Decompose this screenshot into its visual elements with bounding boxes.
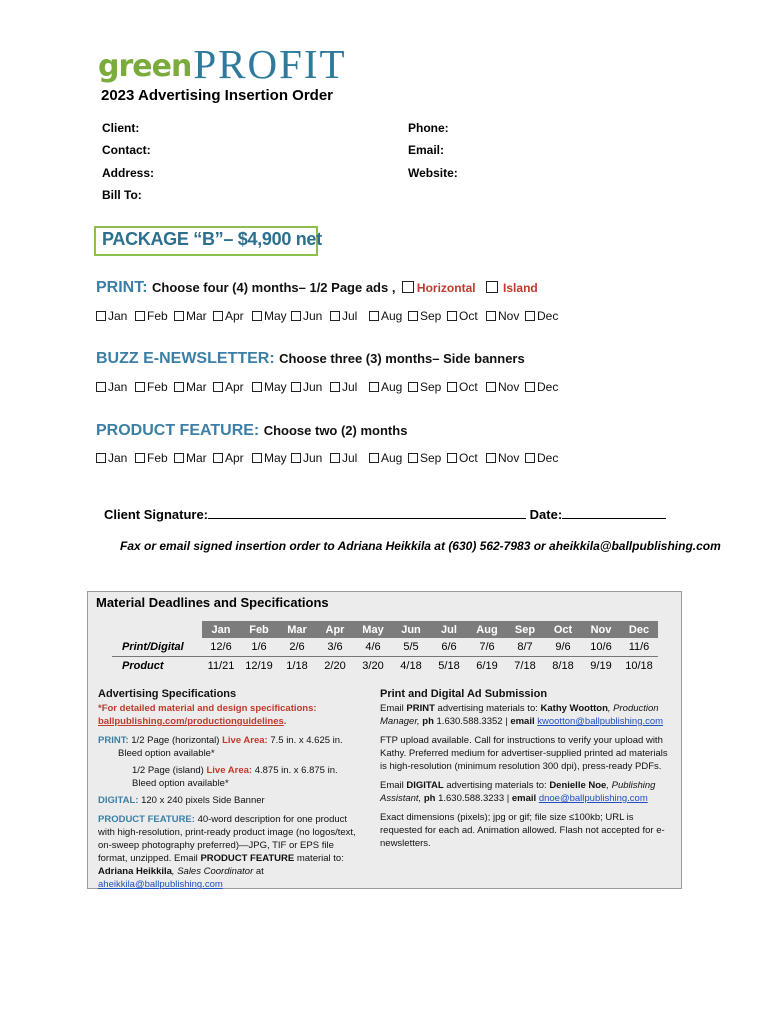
print-month-nov[interactable] <box>486 309 522 323</box>
material-deadlines-title: Material Deadlines and Specifications <box>96 595 329 610</box>
month-checkbox[interactable] <box>96 311 106 321</box>
print-contact-ph: ph <box>422 716 434 727</box>
month-checkbox[interactable] <box>525 311 535 321</box>
signature-row <box>104 506 666 522</box>
month-header-jan: Jan <box>202 621 240 638</box>
month-label: Feb <box>147 451 168 465</box>
month-label: Aug <box>381 309 403 323</box>
deadline-cell: 9/6 <box>544 638 582 657</box>
print-section-header <box>96 279 538 297</box>
print-submission-bold: PRINT <box>406 703 435 714</box>
product-feature-spec-label: PRODUCT FEATURE: <box>98 814 195 825</box>
product-section-header <box>96 422 407 440</box>
deadline-cell: 12/19 <box>245 660 273 672</box>
detail-specs-note <box>98 702 366 728</box>
month-checkbox[interactable] <box>486 453 496 463</box>
month-checkbox[interactable] <box>525 453 535 463</box>
month-checkbox[interactable] <box>330 382 340 392</box>
month-header-oct: Oct <box>544 621 582 638</box>
month-checkbox[interactable] <box>408 311 418 321</box>
print-month-may[interactable] <box>252 309 288 323</box>
buzz-month-apr[interactable] <box>213 380 249 394</box>
date-label: Date: <box>529 507 563 522</box>
buzz-months-row <box>96 380 564 394</box>
month-checkbox[interactable] <box>252 311 262 321</box>
month-checkbox[interactable] <box>408 382 418 392</box>
deadline-cell: 3/6 <box>316 638 354 657</box>
product-feature-at: at <box>255 866 264 877</box>
deadline-cell: 4/6 <box>354 638 392 657</box>
product-feature-spec <box>98 813 366 891</box>
digital-submission <box>380 779 676 805</box>
deadline-cell: 5/5 <box>392 638 430 657</box>
product-month-feb[interactable] <box>135 451 171 465</box>
print-contact-phone: 1.630.588.3352 <box>436 716 503 727</box>
month-checkbox[interactable] <box>174 311 184 321</box>
print-month-oct[interactable] <box>447 309 483 323</box>
ad-submission-title: Print and Digital Ad Submission <box>380 688 548 700</box>
print-month-feb[interactable] <box>135 309 171 323</box>
month-checkbox[interactable] <box>135 453 145 463</box>
month-checkbox[interactable] <box>447 311 457 321</box>
table-row <box>112 657 658 675</box>
digital-submission-text: advertising materials to: <box>446 780 547 791</box>
month-checkbox[interactable] <box>486 382 496 392</box>
deadline-cell: 7/18 <box>514 660 536 672</box>
digital-contact-ph: ph <box>423 793 436 804</box>
row-label: Print/Digital <box>112 638 202 657</box>
month-checkbox[interactable] <box>174 453 184 463</box>
month-label: Jan <box>108 380 128 394</box>
product-month-apr[interactable] <box>213 451 249 465</box>
month-label: Sep <box>420 309 442 323</box>
buzz-month-mar[interactable] <box>174 380 210 394</box>
product-month-oct[interactable] <box>447 451 483 465</box>
print-heading: PRINT: <box>96 279 148 296</box>
bill-to-label: Bill To: <box>102 188 142 202</box>
horizontal-checkbox[interactable] <box>402 281 414 293</box>
month-checkbox[interactable] <box>447 382 457 392</box>
month-label: May <box>264 451 287 465</box>
digital-contact-phone: 1.630.588.3233 <box>438 793 505 804</box>
website-label: Website: <box>408 166 458 180</box>
deadlines-header-row <box>112 621 658 638</box>
month-label: Apr <box>225 309 244 323</box>
table-corner <box>112 621 202 638</box>
client-signature-label: Client Signature: <box>104 507 209 522</box>
client-label: Client: <box>102 121 140 135</box>
deadline-cell: 10/18 <box>625 660 653 672</box>
month-checkbox[interactable] <box>525 382 535 392</box>
month-label: Oct <box>459 380 478 394</box>
month-checkbox[interactable] <box>174 382 184 392</box>
print-spec-island-area: 4.875 in. x 6.875 in. <box>254 765 338 776</box>
month-checkbox[interactable] <box>96 453 106 463</box>
print-spec-horizontal-area: 7.5 in. x 4.625 in. <box>270 735 343 746</box>
separator: | <box>505 716 508 727</box>
print-submission-email-word: Email <box>380 703 404 714</box>
month-label: Jan <box>108 309 128 323</box>
table-row <box>112 638 658 657</box>
island-checkbox[interactable] <box>486 281 498 293</box>
product-month-dec[interactable] <box>525 451 561 465</box>
deadline-cell: 11/6 <box>620 638 658 657</box>
print-month-apr[interactable] <box>213 309 249 323</box>
advertising-specifications-title: Advertising Specifications <box>98 688 237 700</box>
month-label: Jun <box>303 309 323 323</box>
product-month-jun[interactable] <box>291 451 327 465</box>
print-month-dec[interactable] <box>525 309 561 323</box>
bleed-option-note: Bleed option available* <box>132 778 229 789</box>
product-month-aug[interactable] <box>369 451 405 465</box>
print-contact-role: , Production Manager, <box>380 703 659 727</box>
month-checkbox[interactable] <box>213 311 223 321</box>
deadline-cell: 2/20 <box>324 660 346 672</box>
print-months-row <box>96 309 564 323</box>
month-label: Nov <box>498 309 520 323</box>
digital-submission-email-word: Email <box>380 780 404 791</box>
month-label: Mar <box>186 309 207 323</box>
month-checkbox[interactable] <box>369 382 379 392</box>
print-month-jun[interactable] <box>291 309 327 323</box>
month-label: Oct <box>459 309 478 323</box>
live-area-label: Live Area: <box>222 735 268 746</box>
logo-green-text: green <box>98 49 192 84</box>
month-label: May <box>264 309 287 323</box>
print-spec-horizontal-size: 1/2 Page (horizontal) <box>131 735 220 746</box>
deadline-cell: 9/19 <box>590 660 612 672</box>
deadline-cell: 6/19 <box>476 660 498 672</box>
print-submission-text: advertising materials to: <box>437 703 538 714</box>
email-label: Email: <box>408 143 445 157</box>
document-title: 2023 Advertising Insertion Order <box>101 87 334 104</box>
month-label: Aug <box>381 451 403 465</box>
month-checkbox[interactable] <box>96 382 106 392</box>
digital-submission-bold: DIGITAL <box>406 780 444 791</box>
month-label: Sep <box>420 451 442 465</box>
buzz-heading: BUZZ E-NEWSLETTER: <box>96 350 275 367</box>
print-submission <box>380 702 676 728</box>
deadline-cell: 12/6 <box>202 638 240 657</box>
print-month-mar[interactable] <box>174 309 210 323</box>
phone-label: Phone: <box>408 121 449 135</box>
horizontal-option-label: Horizontal <box>416 281 476 295</box>
month-header-feb: Feb <box>240 621 278 638</box>
print-month-jan[interactable] <box>96 309 132 323</box>
digital-contact-name: Denielle Noe <box>549 780 607 791</box>
product-feature-contact-name: Adriana Heikkila <box>98 866 172 877</box>
logo-profit-text: PROFIT <box>193 41 347 87</box>
month-label: May <box>264 380 287 394</box>
month-label: Feb <box>147 380 168 394</box>
deadline-cell: 1/6 <box>240 638 278 657</box>
digital-spec-label: DIGITAL: <box>98 795 139 806</box>
month-header-aug: Aug <box>468 621 506 638</box>
product-months-row <box>96 451 564 465</box>
buzz-month-may[interactable] <box>252 380 288 394</box>
date-line[interactable] <box>562 506 666 519</box>
print-spec-island-size: 1/2 Page (island) <box>132 765 204 776</box>
month-label: Jul <box>342 380 358 394</box>
buzz-section-header <box>96 350 525 368</box>
deadline-cell: 8/7 <box>506 638 544 657</box>
address-label: Address: <box>102 166 155 180</box>
month-checkbox[interactable] <box>447 453 457 463</box>
month-label: Nov <box>498 451 520 465</box>
deadline-cell: 1/18 <box>286 660 308 672</box>
month-header-dec: Dec <box>620 621 658 638</box>
product-month-nov[interactable] <box>486 451 522 465</box>
separator: | <box>506 793 510 804</box>
print-month-aug[interactable] <box>369 309 405 323</box>
month-checkbox[interactable] <box>135 382 145 392</box>
deadline-cell: 10/6 <box>582 638 620 657</box>
product-feature-contact-role: , Sales Coordinator <box>171 866 254 877</box>
product-month-jul[interactable] <box>330 451 366 465</box>
buzz-month-jul[interactable] <box>330 380 366 394</box>
kathy-email-link[interactable]: kwootton@ballpublishing.com <box>537 716 664 727</box>
month-label: Jul <box>342 451 358 465</box>
denielle-email-link[interactable]: dnoe@ballpublishing.com <box>538 793 648 804</box>
buzz-month-nov[interactable] <box>486 380 522 394</box>
month-label: Feb <box>147 309 168 323</box>
month-label: Mar <box>186 451 207 465</box>
digital-requirements-note: Exact dimensions (pixels); jpg or gif; file size ≤100kb; URL is requested for each ad. Animation allowed. Flash not accepted for e-newsletters. <box>380 812 665 849</box>
print-contact-email-label: email <box>510 716 535 727</box>
month-label: Nov <box>498 380 520 394</box>
product-heading: PRODUCT FEATURE: <box>96 422 260 439</box>
deadline-cell: 4/18 <box>400 660 422 672</box>
month-label: Jun <box>303 380 323 394</box>
month-checkbox[interactable] <box>213 382 223 392</box>
month-header-sep: Sep <box>506 621 544 638</box>
buzz-month-sep[interactable] <box>408 380 444 394</box>
adriana-email-link[interactable]: aheikkila@ballpublishing.com <box>98 879 223 890</box>
month-header-jul: Jul <box>430 621 468 638</box>
month-label: Jan <box>108 451 128 465</box>
deadlines-table <box>112 621 658 675</box>
month-label: Jul <box>342 309 358 323</box>
production-guidelines-link[interactable]: ballpublishing.com/productionguidelines <box>98 716 284 727</box>
month-label: Sep <box>420 380 442 394</box>
signature-line[interactable] <box>208 506 526 519</box>
month-checkbox[interactable] <box>213 453 223 463</box>
month-checkbox[interactable] <box>330 311 340 321</box>
row-label: Product <box>122 660 164 672</box>
product-subheading: Choose two (2) months <box>263 423 408 438</box>
buzz-month-jun[interactable] <box>291 380 327 394</box>
buzz-subheading: Choose three (3) months– Side banners <box>279 351 525 366</box>
detail-period: . <box>283 716 287 727</box>
print-spec-label: PRINT: <box>98 735 129 746</box>
month-checkbox[interactable] <box>291 453 301 463</box>
month-checkbox[interactable] <box>408 453 418 463</box>
month-label: Mar <box>186 380 207 394</box>
month-label: Dec <box>537 380 559 394</box>
month-label: Aug <box>381 380 403 394</box>
contact-label: Contact: <box>102 143 151 157</box>
month-header-apr: Apr <box>316 621 354 638</box>
month-label: Dec <box>537 451 559 465</box>
product-feature-bold: PRODUCT FEATURE <box>200 853 295 864</box>
digital-spec-text: 120 x 240 pixels Side Banner <box>141 795 265 806</box>
print-month-sep[interactable] <box>408 309 444 323</box>
month-header-mar: Mar <box>278 621 316 638</box>
buzz-month-oct[interactable] <box>447 380 483 394</box>
month-header-nov: Nov <box>582 621 620 638</box>
greenprofit-logo <box>98 41 347 87</box>
buzz-month-aug[interactable] <box>369 380 405 394</box>
product-feature-material-to: material to: <box>296 853 344 864</box>
product-month-may[interactable] <box>252 451 288 465</box>
product-month-sep[interactable] <box>408 451 444 465</box>
month-checkbox[interactable] <box>135 311 145 321</box>
month-header-jun: Jun <box>392 621 430 638</box>
island-option-label: Island <box>503 281 538 295</box>
month-checkbox[interactable] <box>486 311 496 321</box>
deadline-cell: 6/6 <box>430 638 468 657</box>
package-title: PACKAGE “B”– $4,900 net <box>102 229 322 249</box>
buzz-month-feb[interactable] <box>135 380 171 394</box>
deadline-cell: 5/18 <box>438 660 460 672</box>
digital-contact-email-label: email <box>511 793 537 804</box>
live-area-label: Live Area: <box>206 765 253 776</box>
deadline-cell: 7/6 <box>468 638 506 657</box>
digital-contact-role: , Publishing Assistant, <box>380 780 656 804</box>
deadline-cell: 3/20 <box>362 660 384 672</box>
buzz-month-jan[interactable] <box>96 380 132 394</box>
print-spec-horizontal <box>98 734 366 760</box>
month-label: Apr <box>225 451 244 465</box>
bleed-option-note: Bleed option available* <box>118 748 215 759</box>
month-checkbox[interactable] <box>369 311 379 321</box>
detail-specs-text: *For detailed material and design specifications: <box>98 703 317 714</box>
fax-instructions: Fax or email signed insertion order to Adriana Heikkila at (630) 562-7983 or aheikkila@ballpublishing.com <box>120 539 721 553</box>
month-label: Oct <box>459 451 478 465</box>
month-label: Apr <box>225 380 244 394</box>
month-checkbox[interactable] <box>330 453 340 463</box>
print-spec-island <box>98 764 366 790</box>
month-checkbox[interactable] <box>369 453 379 463</box>
month-checkbox[interactable] <box>252 453 262 463</box>
ad-submission <box>380 688 676 856</box>
month-checkbox[interactable] <box>291 311 301 321</box>
deadline-cell: 11/21 <box>207 660 235 672</box>
advertising-specifications <box>98 688 366 897</box>
month-label: Jun <box>303 451 323 465</box>
ftp-note: FTP upload available. Call for instructions to verify your upload with Kathy. Preferred medium for advertiser-supplied printed ad materials is high-resolution (minimum resolution 300 dpi), press-ready PDFs. <box>380 735 668 772</box>
product-month-mar[interactable] <box>174 451 210 465</box>
product-feature-spec-text: 40-word description for one product with high-resolution, print-ready product image (no logos/text, on-sweep photography preferred)—JPG, TIF or EPS file format, unzipped. Email <box>98 814 356 864</box>
month-label: Dec <box>537 309 559 323</box>
print-contact-name: Kathy Wootton <box>540 703 608 714</box>
print-month-jul[interactable] <box>330 309 366 323</box>
digital-spec <box>98 794 366 807</box>
month-checkbox[interactable] <box>291 382 301 392</box>
product-month-jan[interactable] <box>96 451 132 465</box>
month-header-may: May <box>354 621 392 638</box>
print-subheading: Choose four (4) months– 1/2 Page ads , <box>152 280 396 295</box>
month-checkbox[interactable] <box>252 382 262 392</box>
buzz-month-dec[interactable] <box>525 380 561 394</box>
deadline-cell: 2/6 <box>278 638 316 657</box>
deadline-cell: 8/18 <box>552 660 574 672</box>
